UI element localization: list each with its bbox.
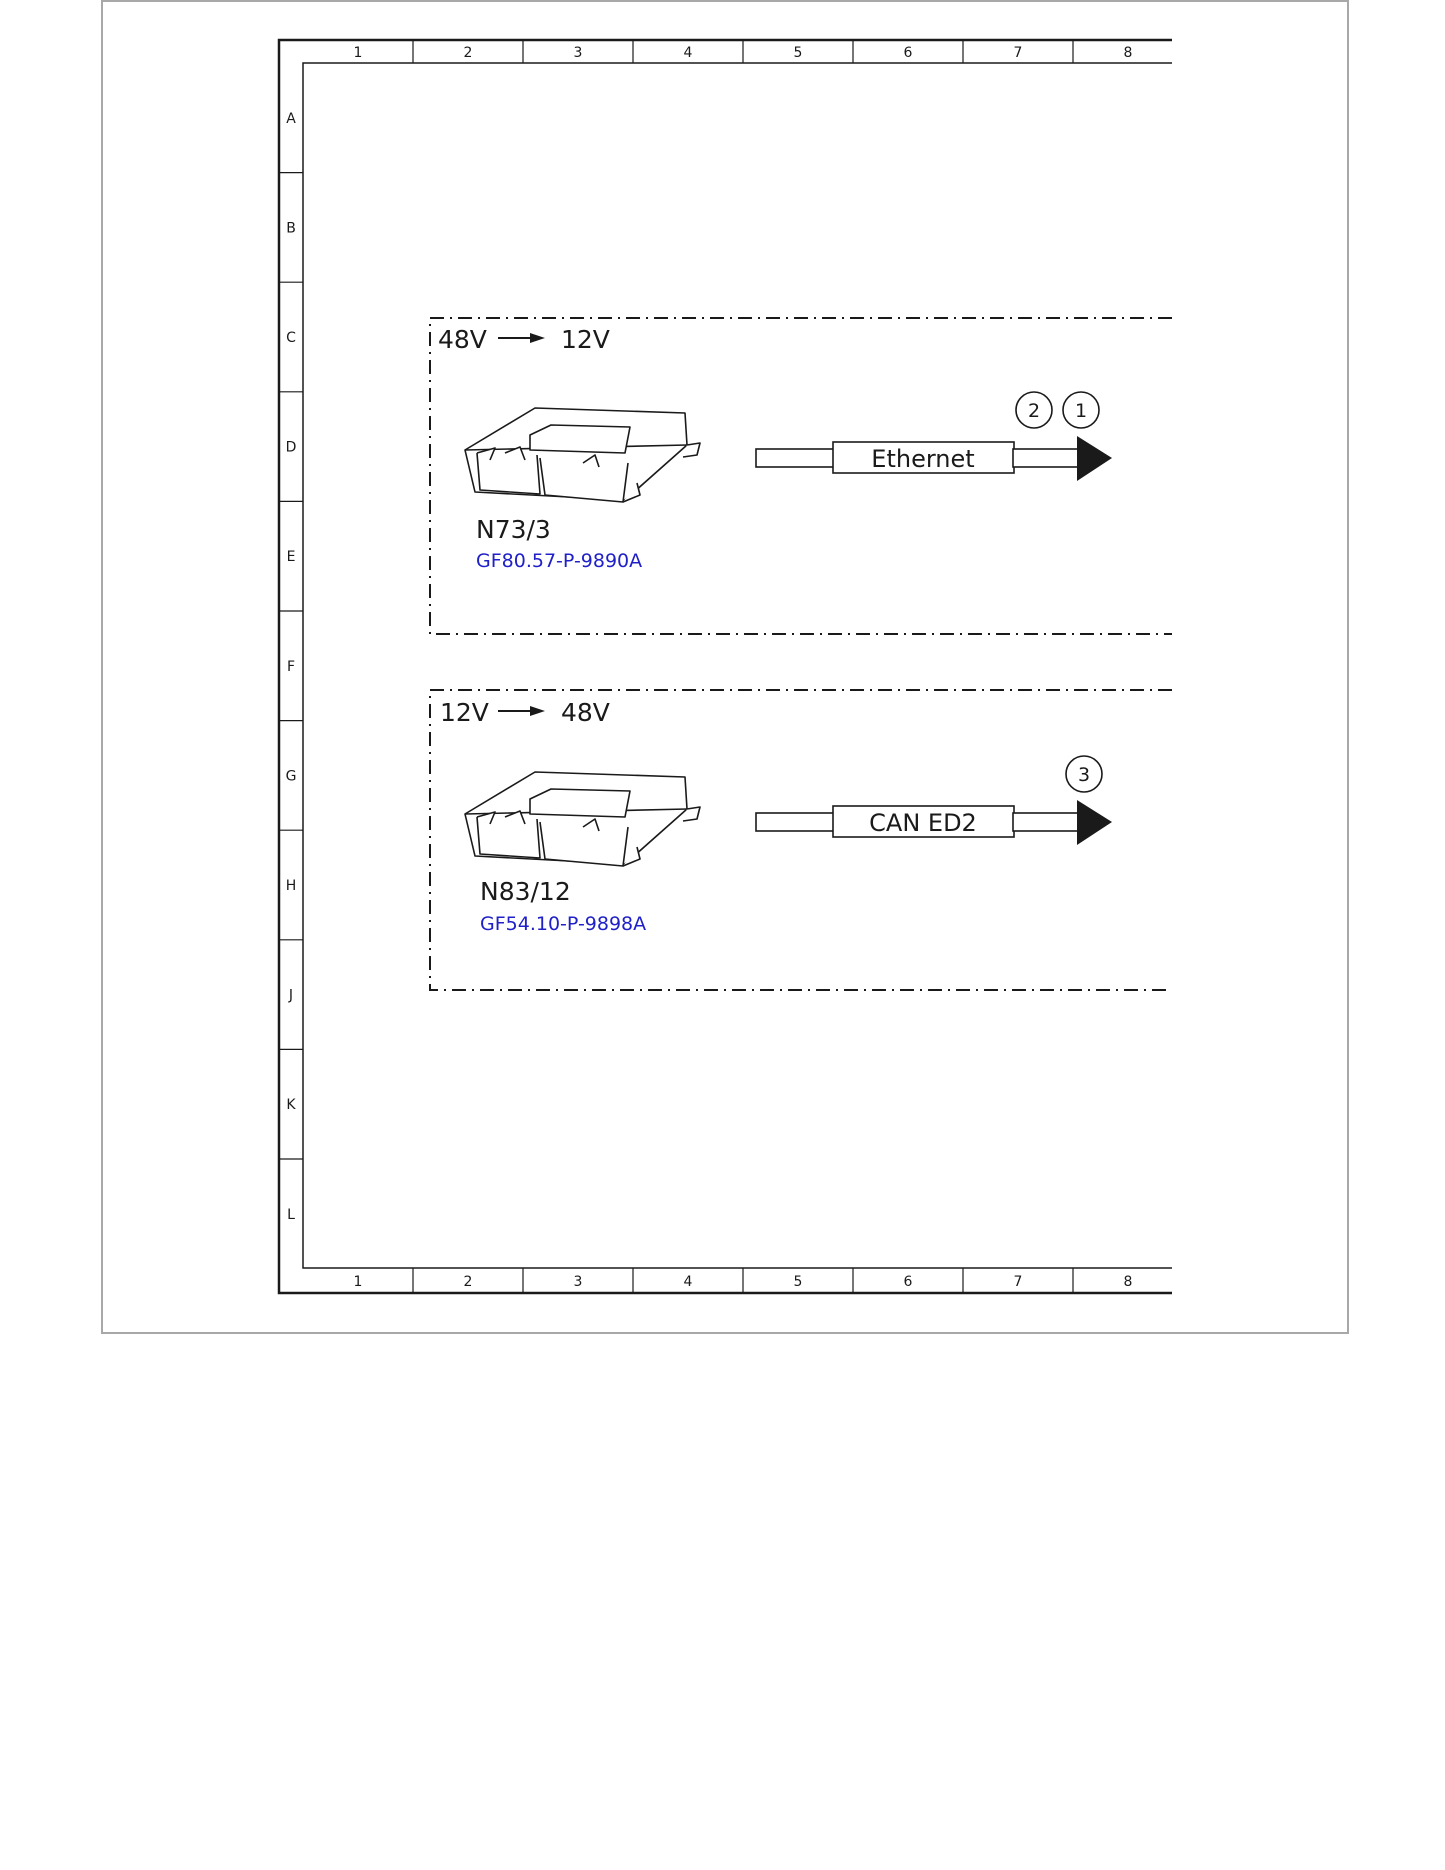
- row-label: J: [288, 987, 294, 1004]
- svg-text:3: 3: [1077, 764, 1091, 786]
- row-label: G: [285, 768, 297, 785]
- column-label: 2: [463, 1274, 473, 1290]
- marker-circle: [1066, 756, 1102, 792]
- column-label: 6: [903, 1274, 913, 1290]
- row-label: L: [287, 1206, 295, 1223]
- module-dc-dc-48-12: [430, 318, 1172, 634]
- column-label: 7: [1013, 1274, 1023, 1290]
- column-label: 5: [793, 1274, 803, 1290]
- column-label: 3: [573, 1274, 583, 1290]
- column-label: 3: [573, 45, 583, 61]
- reference-link[interactable]: GF54.10-P-9898A: [480, 913, 647, 935]
- component-id: N83/12: [480, 877, 571, 906]
- column-label: 1: [353, 45, 363, 61]
- column-label: 6: [903, 45, 913, 61]
- column-label: 4: [683, 45, 693, 61]
- row-label: K: [286, 1097, 296, 1114]
- marker-circle: [1016, 392, 1052, 428]
- row-labels: [279, 111, 303, 1223]
- voltage-to: 12V: [561, 325, 610, 354]
- svg-text:1: 1: [1074, 400, 1088, 422]
- control-unit-icon: [465, 772, 700, 866]
- column-label: 5: [793, 45, 803, 61]
- bus-label: CAN ED2: [869, 809, 977, 837]
- bus-arrowhead-icon: [1077, 800, 1112, 845]
- column-label: 8: [1123, 45, 1133, 61]
- control-unit-icon: [465, 408, 700, 502]
- row-label: H: [285, 878, 297, 894]
- row-label: E: [286, 549, 296, 566]
- column-label: 8: [1123, 1274, 1133, 1290]
- column-labels-top: [354, 40, 1133, 63]
- voltage-from: 12V: [440, 698, 489, 727]
- bus-arrowhead-icon: [1077, 436, 1112, 481]
- marker-circle: [1063, 392, 1099, 428]
- column-label: 2: [463, 45, 473, 61]
- voltage-from: 48V: [438, 325, 487, 354]
- row-label: D: [285, 439, 297, 456]
- reference-link[interactable]: GF80.57-P-9890A: [476, 550, 643, 572]
- svg-text:2: 2: [1027, 400, 1041, 422]
- column-labels-bottom: [354, 1268, 1133, 1293]
- row-label: B: [286, 220, 296, 237]
- voltage-to: 48V: [561, 698, 610, 727]
- column-label: 1: [353, 1274, 363, 1290]
- row-label: F: [286, 658, 296, 675]
- direction-arrow-icon: [498, 333, 545, 343]
- row-label: A: [286, 110, 296, 127]
- column-label: 7: [1013, 45, 1023, 61]
- component-id: N73/3: [476, 515, 551, 544]
- row-label: C: [286, 330, 296, 346]
- drawing-frame: [279, 40, 1172, 1293]
- module-dc-dc-12-48: [430, 690, 1172, 990]
- direction-arrow-icon: [498, 706, 545, 716]
- column-label: 4: [683, 1274, 693, 1290]
- bus-label: Ethernet: [871, 445, 975, 473]
